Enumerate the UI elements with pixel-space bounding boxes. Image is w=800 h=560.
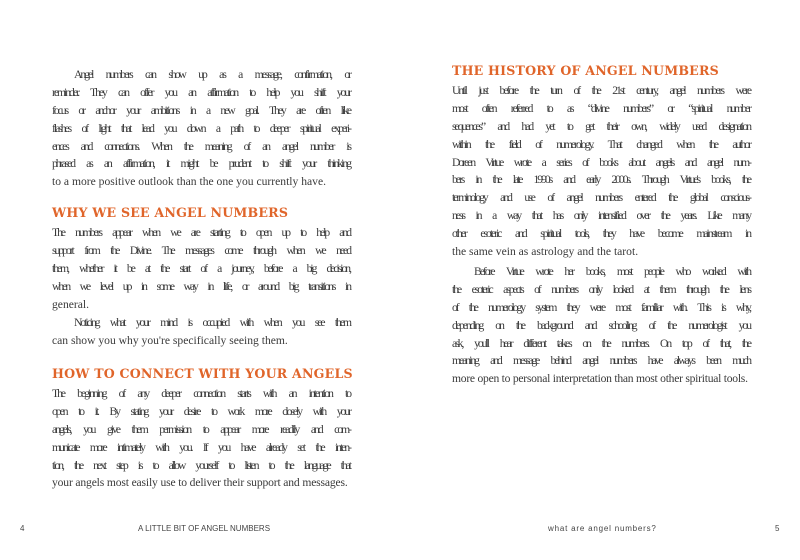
text-line: your angels most easily use to deliver their support and messages. (52, 476, 348, 490)
text-line: The numbers appear when we are starting to open up to help and (52, 226, 350, 239)
text-line: to a more positive outlook than the one you currently have. (52, 175, 326, 189)
text-line: The beginning of any deeper connection starts with an intention to (52, 387, 350, 400)
right-virtue-paragraph (452, 263, 750, 388)
text-line: Until just before the turn of the 21st century, angel numbers were (452, 84, 750, 97)
text-line: meaning and message behind angel numbers have always been much (452, 354, 750, 368)
heading-history: THE HISTORY OF ANGEL NUMBERS (452, 63, 719, 78)
text-line: support from the Divine. The messages come through when we need (52, 243, 350, 257)
text-line: reminder. They can offer you an affirmation to help you shift your (52, 85, 350, 99)
left-why-paragraph (52, 224, 350, 313)
right-history-paragraph (452, 82, 750, 261)
heading-why-we-see: WHY WE SEE ANGEL NUMBERS (52, 205, 289, 220)
text-line: focus or anchor your ambitions in a new goal. They are often like (52, 103, 350, 117)
text-line: angels, you give them permission to appear more readily and com- (52, 422, 350, 436)
heading-how-to-connect: HOW TO CONNECT WITH YOUR ANGELS (52, 366, 353, 381)
text-line: Noticing what your mind is occupied with when you see them (74, 316, 350, 329)
right-page-number: 5 (775, 524, 780, 533)
text-line: municate more intimately with you. If you have already set the inten- (52, 440, 350, 454)
text-line: the same vein as astrology and the tarot. (452, 245, 639, 259)
text-line: within the field of numerology. That changed when the author (452, 137, 750, 151)
text-line: can show you why you're specifically seeing them. (52, 333, 288, 347)
left-page-number: 4 (20, 524, 25, 533)
text-line: phrased as an affirmation, it might be prudent to shift your thinking (52, 157, 350, 171)
text-line: Doreen Virtue wrote a series of books about angels and angel num- (452, 155, 750, 169)
left-noticing-paragraph (52, 314, 350, 350)
text-line: open to it. By stating your desire to work more closely with your (52, 404, 350, 418)
text-line: general. (52, 297, 90, 311)
text-line: flashes of light that lead you down a path to deeper spiritual experi- (52, 121, 350, 135)
text-line: terminology and use of angel numbers entered the global conscious- (452, 191, 750, 205)
text-line: Angel numbers can show up as a message, confirmation, or (74, 68, 350, 81)
text-line: Before Virtue wrote her books, most people who worked with (474, 265, 750, 278)
right-running-title: what are angel numbers? (548, 524, 657, 533)
text-line: depending on the background and schooling of the numerologist you (452, 318, 750, 332)
text-line: when we level up in some way in life, or around big transitions in (52, 279, 350, 293)
text-line: of the numerology system they were most familiar with. This is why, (452, 300, 750, 314)
text-line: more open to personal interpretation than most other spiritual tools. (452, 372, 748, 386)
left-connect-paragraph (52, 385, 350, 492)
left-running-title: A LITTLE BIT OF ANGEL NUMBERS (138, 524, 271, 533)
text-line: most often referred to as “divine numbers” or “spiritual number (452, 101, 750, 115)
left-intro-paragraph (52, 66, 350, 191)
text-line: bers in the late 1990s and early 2000s. Through Virtue's books, the (452, 173, 750, 187)
text-line: ences and connections. When the meaning of an angel number is (52, 139, 350, 153)
text-line: other esoteric and spiritual tools, they have become mainstream in (452, 227, 750, 241)
text-line: ask, you'll hear different takes on the numbers. On top of that, the (452, 336, 750, 350)
text-line: the esoteric aspects of numbers only looked at them through the lens (452, 282, 750, 296)
text-line: ness in a way that has only intensified over the years. Like many (452, 209, 750, 223)
text-line: them, whether it be at the start of a journey, before a big decision, (52, 261, 350, 275)
text-line: tion, the next step is to allow yourself to listen to the language that (52, 458, 350, 472)
text-line: sequences” and had yet to get their own, widely used designation (452, 119, 750, 133)
